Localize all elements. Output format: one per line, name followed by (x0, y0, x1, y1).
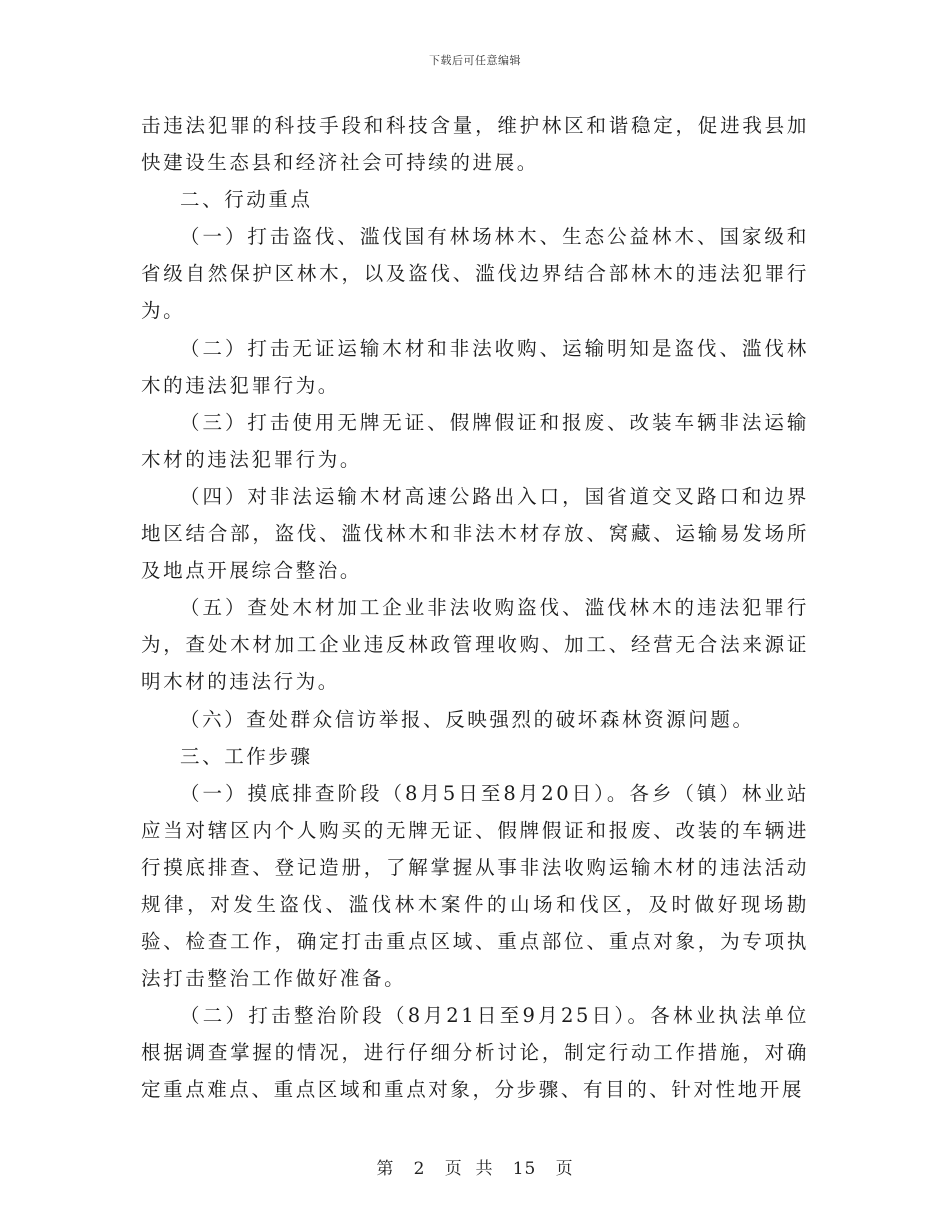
footer-suffix: 页 (555, 1159, 574, 1179)
paragraph-focus-3: （三）打击使用无牌无证、假牌假证和报废、改装车辆非法运输木材的违法犯罪行为。 (141, 410, 809, 471)
section-heading-work-steps: 三、工作步骤 (180, 744, 313, 768)
paragraph-step-1: （一）摸底排查阶段（8月5日至8月20日）。各乡（镇）林业站应当对辖区内个人购买的无牌无证、假牌假证和报废、改装的车辆进行摸底排查、登记造册，了解掌握从事非法收购运输木材的违法活动规律，对发生盗伐、滥伐林木案件的山场和伐区，及时做好现场勘验、检查工作，确定打击重点区域、重点部位、重点对象，为专项执法打击整治工作做好准备。 (141, 781, 809, 991)
paragraph-focus-1: （一）打击盗伐、滥伐国有林场林木、生态公益林木、国家级和省级自然保护区林木，以及盗伐、滥伐边界结合部林木的违法犯罪行为。 (141, 225, 809, 323)
document-body (141, 107, 809, 1109)
page-footer (0, 1154, 950, 1179)
footer-page-number: 2 (413, 1159, 426, 1179)
header-note: 下载后可任意编辑 (429, 54, 521, 67)
footer-middle: 页 共 (444, 1159, 494, 1179)
footer-prefix: 第 (376, 1159, 395, 1179)
paragraph-continuation: 击违法犯罪的科技手段和科技含量，维护林区和谐稳定，促进我县加快建设生态县和经济社会可持续的进展。 (141, 114, 809, 175)
footer-total-pages: 15 (512, 1159, 537, 1179)
paragraph-focus-4: （四）对非法运输木材高速公路出入口，国省道交叉路口和边界地区结合部，盗伐、滥伐林木和非法木材存放、窝藏、运输易发场所及地点开展综合整治。 (141, 484, 809, 583)
paragraph-focus-2: （二）打击无证运输木材和非法收购、运输明知是盗伐、滥伐林木的违法犯罪行为。 (141, 336, 809, 397)
page-header (0, 52, 950, 68)
paragraph-focus-6: （六）查处群众信访举报、反映强烈的破坏森林资源问题。 (180, 707, 755, 731)
paragraph-focus-5: （五）查处木材加工企业非法收购盗伐、滥伐林木的违法犯罪行为，查处木材加工企业违反林政管理收购、加工、经营无合法来源证明木材的违法行为。 (141, 596, 809, 694)
section-heading-action-focus: 二、行动重点 (180, 188, 313, 212)
paragraph-step-2: （二）打击整治阶段（8月21日至9月25日）。各林业执法单位根据调查掌握的情况，进行仔细分析讨论，制定行动工作措施，对确定重点难点、重点区域和重点对象，分步骤、有目的、针对性地开展 (141, 1004, 809, 1102)
